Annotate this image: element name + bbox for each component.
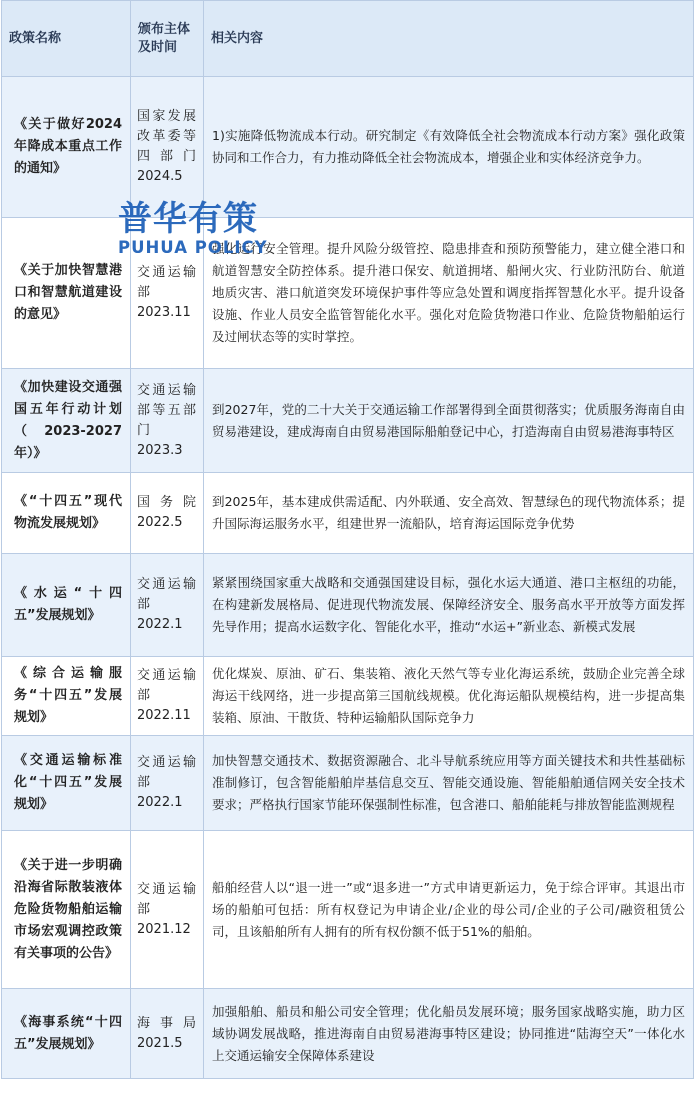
- issue-date: 2024.5: [137, 169, 183, 184]
- issue-date: 2022.1: [137, 795, 183, 810]
- header-issuer-time: 颁布主体及时间: [131, 1, 204, 77]
- issuer-name: 交通运输部: [137, 265, 197, 300]
- table-row: [2, 554, 694, 657]
- policy-content-cell: 优化煤炭、原油、矿石、集装箱、液化天然气等专业化海运系统，鼓励企业完善全球海运干线网络，进一步提高第三国航线规模。优化海运船队规模结构，进一步提高集装箱、原油、干散货、特种运输船队国际竞争力: [204, 657, 694, 736]
- policy-content-cell: 到2027年，党的二十大关于交通运输工作部署得到全面贯彻落实；优质服务海南自由贸易港建设，建成海南自由贸易港国际船舶登记中心，打造海南自由贸易港海事特区: [204, 369, 694, 473]
- issuer-cell: [131, 657, 204, 736]
- policy-content-cell: 1)实施降低物流成本行动。研究制定《有效降低全社会物流成本行动方案》强化政策协同和工作合力，有力推动降低全社会物流成本，增强企业和实体经济竞争力。: [204, 77, 694, 218]
- issuer-name: 交通运输部: [137, 881, 197, 917]
- table-row: [2, 989, 694, 1079]
- issue-date: 2022.1: [137, 617, 183, 632]
- issue-date: 2022.5: [137, 515, 183, 530]
- policy-content-cell: 船舶经营人以“退一进一”或“退多进一”方式申请更新运力，免于综合评审。其退出市场的船舶可包括：所有权登记为申请企业/企业的母公司/企业的子公司/融资租赁公司，且该船舶所有人拥有的所有权份额不低于51%的船舶。: [204, 831, 694, 989]
- issue-date: 2023.3: [137, 442, 183, 458]
- table-row: [2, 218, 694, 369]
- issuer-cell: [131, 831, 204, 989]
- table-row: [2, 369, 694, 473]
- policy-content-cell: 加强船舶、船员和船公司安全管理；优化船员发展环境；服务国家战略实施，助力区域协调发展战略，推进海南自由贸易港海事特区建设；协同推进“陆海空天”一体化水上交通运输安全保障体系建设: [204, 989, 694, 1079]
- policy-content-cell: 加快智慧交通技术、数据资源融合、北斗导航系统应用等方面关键技术和共性基础标准制修订，包含智能船舶岸基信息交互、智能交通设施、智能船舶通信网关安全技术要求；严格执行国家节能环保强制性标准，包含港口、船舶能耗与排放智能监测规程: [204, 736, 694, 831]
- table-row: [2, 657, 694, 736]
- issue-date: 2023.11: [137, 305, 191, 320]
- policy-name-cell: 《水运“十四五”发展规划》: [2, 554, 131, 657]
- issuer-name: 国家发展改革委等四部门: [137, 109, 197, 164]
- table-row: [2, 831, 694, 989]
- issue-date: 2022.11: [137, 708, 191, 723]
- table-row: [2, 473, 694, 554]
- issuer-cell: [131, 77, 204, 218]
- policy-name-cell: 《关于进一步明确沿海省际散装液体危险货物船舶运输市场宏观调控政策有关事项的公告》: [2, 831, 131, 989]
- policy-content-cell: 紧紧围绕国家重大战略和交通强国建设目标，强化水运大通道、港口主枢纽的功能，在构建新发展格局、促进现代物流发展、保障经济安全、服务高水平开放等方面发挥先导作用；提高水运数字化、智能化水平，推动“水运+”新业态、新模式发展: [204, 554, 694, 657]
- policy-content-cell: 到2025年，基本建成供需适配、内外联通、安全高效、智慧绿色的现代物流体系；提升国际海运服务水平，组建世界一流船队，培育海运国际竞争优势: [204, 473, 694, 554]
- policy-name-cell: 《交通运输标准化“十四五”发展规划》: [2, 736, 131, 831]
- table-header-row: [2, 1, 694, 77]
- policy-name-cell: 《加快建设交通强国五年行动计划（2023-2027年）》: [2, 369, 131, 473]
- issuer-cell: [131, 736, 204, 831]
- policy-name-cell: 《综合运输服务“十四五”发展规划》: [2, 657, 131, 736]
- policy-name-cell: 《“十四五”现代物流发展规划》: [2, 473, 131, 554]
- issuer-name: 交通运输部: [137, 755, 197, 790]
- issue-date: 2021.5: [137, 1035, 183, 1051]
- table-row: [2, 736, 694, 831]
- table-body: [2, 77, 694, 1079]
- issuer-cell: [131, 989, 204, 1079]
- issuer-cell: [131, 369, 204, 473]
- issuer-name: 海事局: [137, 1015, 197, 1031]
- issuer-name: 国务院: [137, 495, 197, 510]
- header-content: 相关内容: [204, 1, 694, 77]
- policy-content-cell: 强化运行安全管理。提升风险分级管控、隐患排查和预防预警能力，建立健全港口和航道智慧安全防控体系。提升港口保安、航道拥堵、船闸火灾、行业防汛防台、航道地质灾害、港口航道突发环境保护事件等应急处置和调度指挥智慧化水平。提升设备设施、作业人员安全监管智能化水平。强化对危险货物港口作业、危险货物船舶运行及过闸状态等的实时掌控。: [204, 218, 694, 369]
- header-policy-name: 政策名称: [2, 1, 131, 77]
- watermark-cn: 普华有策: [118, 199, 258, 239]
- issuer-cell: [131, 218, 204, 369]
- issuer-cell: [131, 473, 204, 554]
- table-row: [2, 77, 694, 218]
- issuer-cell: [131, 554, 204, 657]
- issuer-name: 交通运输部: [137, 577, 197, 612]
- issuer-name: 交通运输部等五部门: [137, 382, 197, 438]
- watermark-en: PUHUA POLICY: [118, 238, 268, 257]
- policy-name-cell: 《关于做好2024年降成本重点工作的通知》: [2, 77, 131, 218]
- issuer-name: 交通运输部: [137, 668, 197, 703]
- policy-table: [1, 0, 694, 1079]
- policy-name-cell: 《关于加快智慧港口和智慧航道建设的意见》: [2, 218, 131, 369]
- issue-date: 2021.12: [137, 921, 191, 937]
- policy-name-cell: 《海事系统“十四五”发展规划》: [2, 989, 131, 1079]
